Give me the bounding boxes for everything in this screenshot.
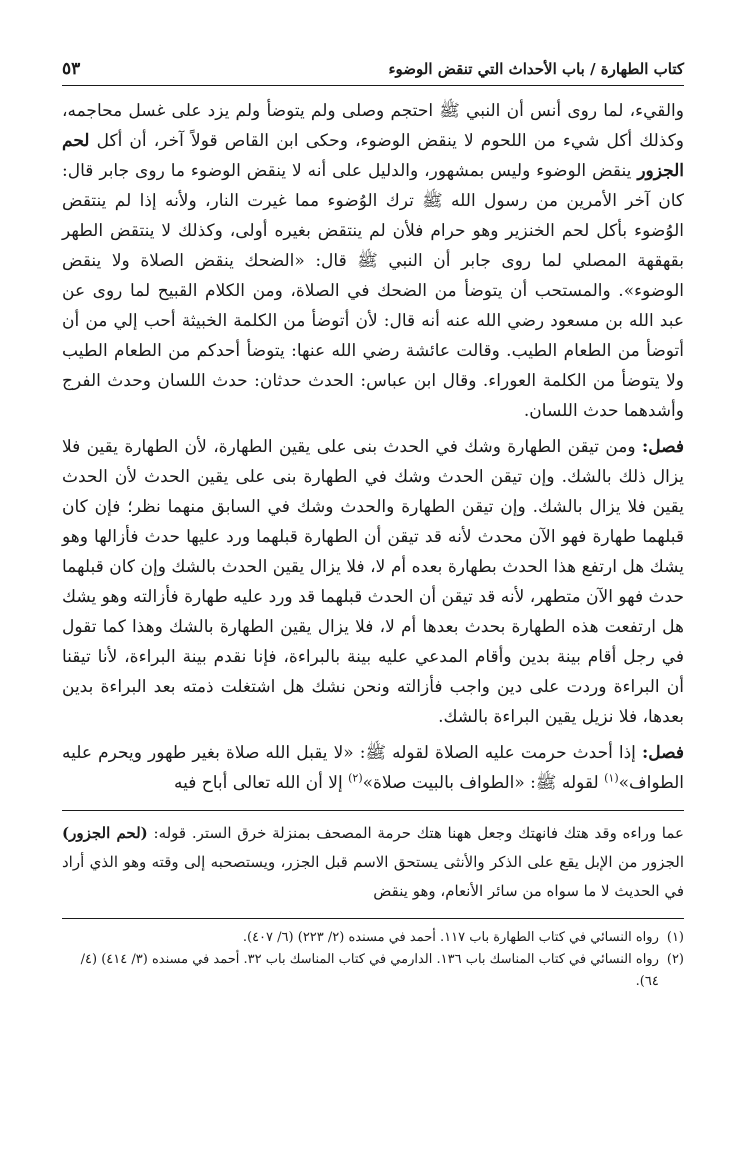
footnote-text: رواه النسائي في كتاب المناسك باب ١٣٦. الدارمي في كتاب المناسك باب ٣٢. أحمد في مسنده (٣/ ٤١٤) (٤/ ٦٤). [80, 952, 659, 989]
main-text [62, 96, 684, 798]
section-lead-2: فصل: [641, 743, 685, 763]
paragraph-3 [62, 738, 684, 798]
footnote-number: (١) [666, 930, 684, 945]
paragraph-2 [62, 432, 684, 732]
footnote-2 [62, 949, 684, 993]
note-text-a: عما وراءه وقد هتك فانهتك وجعل ههنا هتك حرمة المصحف بمنزلة خرق الستر. قوله: [153, 824, 684, 842]
footnote-rule [62, 918, 684, 919]
header-rule [62, 85, 684, 86]
p3-text-c: إلا أن الله تعالى أباح فيه [173, 773, 343, 793]
notes-rule [62, 810, 684, 811]
paragraph-1 [62, 96, 684, 426]
p1-bold-term: لحم الجزور [62, 131, 684, 181]
note-bold-term: (لحم الجزور) [62, 824, 148, 842]
p3-text-b: لقوله ﷺ: «الطواف بالبيت صلاة» [362, 773, 599, 793]
section-lead: فصل: [641, 437, 684, 457]
commentary-paragraph [62, 819, 684, 906]
footnote-ref-2[interactable]: (٢) [348, 771, 363, 785]
commentary-notes [62, 819, 684, 906]
footnote-1 [62, 927, 684, 949]
p1-text-b: ينقض الوضوء وليس بمشهور، والدليل على أنه لا ينقض الوضوء ما روى جابر قال: كان آخر الأمرين من رسول الله ﷺ ترك الوُضوء مما غيرت النار، ولأنه إذا لم ينتقض الوُضوء بأكل لحم الخنزير وهو حرام فلأن لم ينتقض بغيره أولى، وكذلك لا ينتقض الطهر بقهقهة المصلي لما روى جابر أن النبي ﷺ قال: «الضحك ينقض الصلاة ولا ينقض الوضوء». والمستحب أن يتوضأ من الضحك في الصلاة، ومن الكلام القبيح لما روى عن عبد الله بن مسعود رضي الله عنه أنه قال: لأن أتوضأ من الكلمة الخبيثة أحب إلي من أن أتوضأ من الطعام الطيب. وقالت عائشة رضي الله عنها: يتوضأ أحدكم من الطعام الطيب ولا يتوضأ من الكلمة العوراء. وقال ابن عباس: الحدث حدثان: حدث اللسان وحدث الفرج وأشدهما حدث اللسان. [62, 161, 684, 421]
footnote-ref-1[interactable]: (١) [604, 771, 619, 785]
footnote-number: (٢) [666, 952, 684, 967]
p1-text-a: والقيء، لما روى أنس أن النبي ﷺ احتجم وصلى ولم يتوضأ ولم يزد على غسل محاجمه، وكذلك أكل شيء من اللحوم لا ينقض الوضوء، وحكى ابن القاص قولاً آخر، أن أكل [62, 101, 685, 151]
footnotes [62, 927, 684, 993]
p2-text: ومن تيقن الطهارة وشك في الحدث بنى على يقين الطهارة، لأن الطهارة يقين فلا يزال ذلك بالشك. وإن تيقن الحدث وشك في الطهارة بنى على يقين الحدث لأن الحدث يقين فلا يزال بالشك. وإن تيقن الطهارة والحدث وشك في السابق منهما نظر؛ فإن كان قبلهما طهارة فهو الآن محدث لأنه قد تيقن أن الطهارة قبلهما ورد عليها حدث فأزالها وهو يشك هل ارتفع هذا الحدث بطهارة بعده أم لا، فلا يزال يقين الحدث بالشك وإن كان قبلهما حدث فهو الآن متطهر، لأنه قد تيقن أن الحدث قبلهما قد ورد عليه طهارة فأزالته وهو يشك هل ارتفعت هذه الطهارة بحدث بعدها أم لا، فلا يزال يقين الطهارة بالشك وهذا كما تقول في رجل أقام بينة بدين وأقام المدعي عليه بينة بالبراءة، فإنا نقدم بينة البراءة، لأنا تيقنا أن البراءة وردت على دين واجب فأزالته ونحن نشك هل اشتغلت ذمته بعد البراءة بدين بعدها، فلا نزيل يقين البراءة بالشك. [62, 437, 684, 727]
footnote-text: رواه النسائي في كتاب الطهارة باب ١١٧. أحمد في مسنده (٢/ ٢٢٣) (٦/ ٤٠٧). [242, 930, 659, 945]
p3-text-a: إذا أحدث حرمت عليه الصلاة لقوله ﷺ: «لا يقبل الله صلاة بغير طهور ويحرم عليه الطواف» [62, 743, 684, 793]
page-header [62, 58, 684, 80]
running-title: كتاب الطهارة / باب الأحداث التي تنقض الوضوء [388, 60, 684, 78]
page-number: ٥٣ [62, 59, 81, 79]
book-page [62, 58, 684, 993]
note-text-b: الجزور من الإبل يقع على الذكر والأنثى يستحق الاسم قبل الجزر، ويستصحبه إلى وقته وهو الذي أراد في الحديث لا ما سواه من سائر الأنعام، وهو ينقض [62, 853, 684, 900]
